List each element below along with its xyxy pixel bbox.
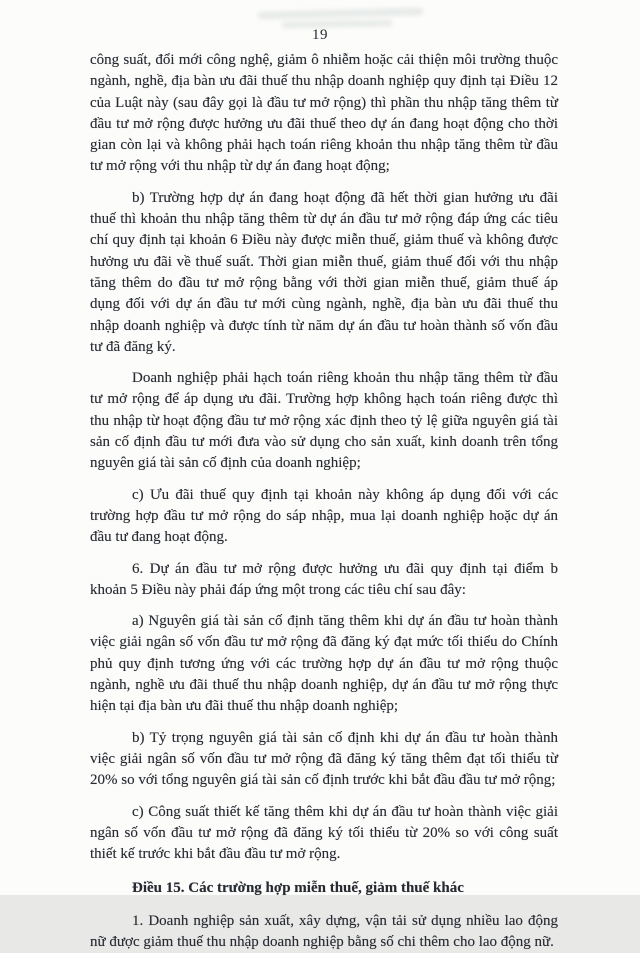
paragraph-criteria-c: c) Công suất thiết kế tăng thêm khi dự án đầu tư hoàn thành việc giải ngân số vốn đầu tư mở rộng đã đăng ký tối thiểu từ 20% so với công suất thiết kế trước khi bắt đầu đầu tư mở rộng. (90, 803, 558, 863)
paragraph-criteria-a: a) Nguyên giá tài sản cố định tăng thêm khi dự án đầu tư hoàn thành việc giải ngân số vốn đầu tư mở rộng đã đăng ký đạt mức tối thiểu do Chính phủ quy định tương ứng với các trường hợp dự án đầu tư mở rộng thuộc ngành, nghề ưu đãi thuế thu nhập doanh nghiệp, dự án đầu tư mở rộng thực hiện tại địa bàn ưu đãi thuế thu nhập doanh nghiệp; (90, 613, 558, 715)
article-15-heading: Điều 15. Các trường hợp miễn thuế, giảm thuế khác (132, 880, 464, 897)
paragraph-clause-1: 1. Doanh nghiệp sản xuất, xây dựng, vận tải sử dụng nhiều lao động nữ được giảm thuế thu nhập doanh nghiệp bằng số chi thêm cho lao động nữ. (90, 912, 558, 950)
page-number: 19 (312, 27, 328, 43)
paragraph-criteria-b: b) Tỷ trọng nguyên giá tài sản cố định khi dự án đầu tư hoàn thành việc giải ngân số vốn đầu tư mở rộng đã đăng ký tăng thêm đạt tối thiểu từ 20% so với tổng nguyên giá tài sản cố định trước khi bắt đầu đầu tư mở rộng; (90, 729, 558, 789)
smudge-blob (258, 8, 423, 19)
document-body (90, 50, 558, 953)
paragraph-point-b: b) Trường hợp dự án đang hoạt động đã hết thời gian hưởng ưu đãi thuế thì khoản thu nhập tăng thêm từ dự án đầu tư mở rộng đáp ứng các tiêu chí quy định tại khoản 6 Điều này được miễn thuế, giảm thuế và không được hưởng ưu đãi về thuế suất. Thời gian miễn thuế, giảm thuế đối với thu nhập tăng thêm do đầu tư mở rộng bằng với thời gian miễn thuế, giảm thuế áp dụng đối với dự án đầu tư mới cùng ngành, nghề, địa bàn ưu đãi thuế thu nhập doanh nghiệp và được tính từ năm dự án đầu tư hoàn thành số vốn đầu tư đã đăng ký. (90, 189, 558, 355)
paragraph-continuation: công suất, đổi mới công nghệ, giảm ô nhiễm hoặc cải thiện môi trường thuộc ngành, nghề, địa bàn ưu đãi thuế thu nhập doanh nghiệp quy định tại Điều 12 của Luật này (sau đây gọi là đầu tư mở rộng) thì phần thu nhập tăng thêm từ đầu tư mở rộng được hưởng ưu đãi thuế theo dự án đang hoạt động cho thời gian còn lại và không phải hạch toán riêng khoản thu nhập tăng thêm từ đầu tư mở rộng với thu nhập từ dự án đang hoạt động; (90, 52, 558, 175)
paragraph-point-c: c) Ưu đãi thuế quy định tại khoản này không áp dụng đối với các trường hợp đầu tư mở rộng do sáp nhập, mua lại doanh nghiệp hoặc dự án đầu tư đang hoạt động. (90, 486, 558, 546)
paragraph-accounting: Doanh nghiệp phải hạch toán riêng khoản thu nhập tăng thêm từ đầu tư mở rộng để áp dụng ưu đãi. Trường hợp không hạch toán riêng được thì thu nhập từ hoạt động đầu tư mở rộng xác định theo tỷ lệ giữa nguyên giá tài sản cố định đầu tư mới đưa vào sử dụng cho sản xuất, kinh doanh trên tổng nguyên giá tài sản cố định của doanh nghiệp; (90, 370, 558, 472)
paragraph-clause-6: 6. Dự án đầu tư mở rộng được hưởng ưu đãi quy định tại điểm b khoản 5 Điều này phải đáp ứng một trong các tiêu chí sau đây: (90, 560, 558, 598)
